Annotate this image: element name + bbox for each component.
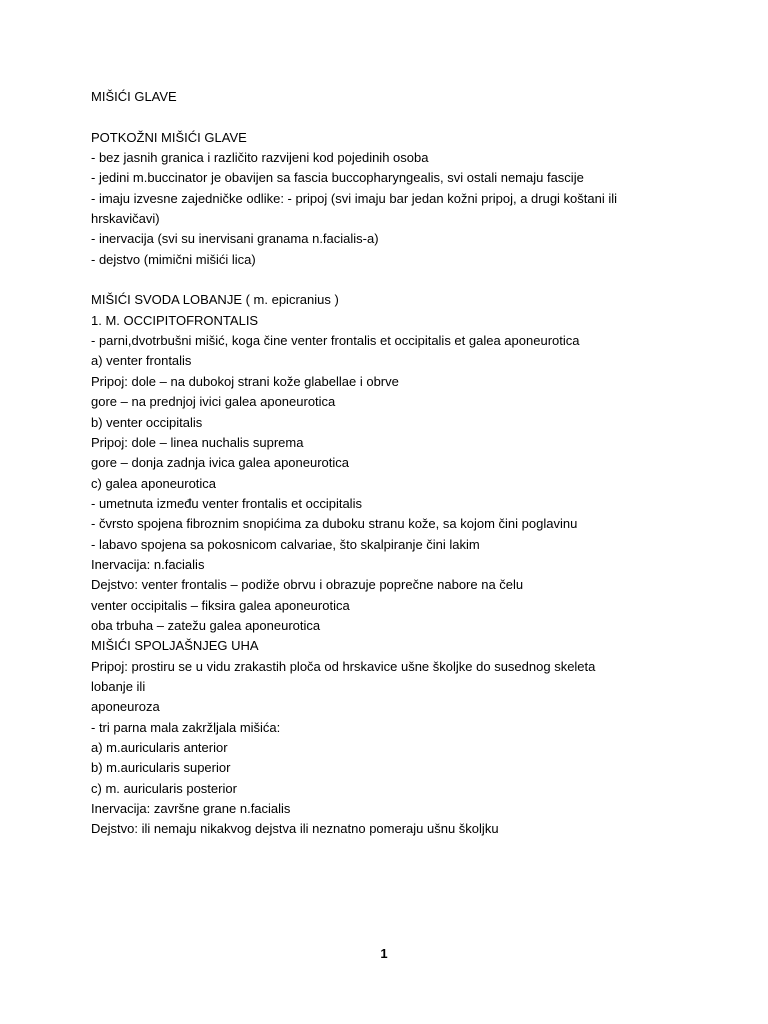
page-number: 1 [380,946,388,961]
text-line: Dejstvo: ili nemaju nikakvog dejstva ili neznatno pomeraju ušnu školjku [91,821,499,837]
text-line: - labavo spojena sa pokosnicom calvariae, što skalpiranje čini lakim [91,536,480,552]
text-line: lobanje ili [91,678,146,694]
text-line: b) venter occipitalis [91,414,203,430]
text-line: - bez jasnih granica i različito razvijeni kod pojedinih osoba [91,150,429,166]
text-line: 1. M. OCCIPITOFRONTALIS [91,312,259,328]
blank-line [91,107,731,127]
text-line: MIŠIĆI SVODA LOBANJE ( m. epicranius ) [91,292,339,308]
text-line: MIŠIĆI SPOLJAŠNJEG UHA [91,638,259,654]
text-line: MIŠIĆI GLAVE [91,89,177,104]
text-line: a) venter frontalis [91,353,192,369]
text-line: - umetnuta između venter frontalis et occipitalis [91,495,362,511]
document-body [91,87,731,840]
text-line: Dejstvo: venter frontalis – podiže obrvu i obrazuje poprečne nabore na čelu [91,577,524,593]
text-line: - jedini m.buccinator je obavijen sa fascia buccopharyngealis, svi ostali nemaju fascije [91,170,584,186]
text-line: a) m.auricularis anterior [91,740,228,755]
text-line: Pripoj: dole – na dubokoj strani kože glabellae i obrve [91,373,399,389]
text-line: - dejstvo (mimični mišići lica) [91,251,256,267]
text-line: Pripoj: dole – linea nuchalis suprema [91,434,304,450]
text-line: oba trbuha – zatežu galea aponeurotica [91,617,321,633]
blank-line [91,270,731,290]
text-line: c) m. auricularis posterior [91,780,237,796]
text-line: Inervacija: n.facialis [91,556,205,572]
text-line: venter occipitalis – fiksira galea aponeurotica [91,597,350,613]
text-line: - imaju izvesne zajedničke odlike: - pripoj (svi imaju bar jedan kožni pripoj, a drugi koštani ili [91,190,618,206]
text-line: - čvrsto spojena fibroznim snopićima za duboku stranu kože, sa kojom čini poglavinu [91,516,578,532]
text-line: Pripoj: prostiru se u vidu zrakastih ploča od hrskavice ušne školjke do susednog skeleta [91,658,596,674]
text-line: gore – na prednjoj ivici galea aponeurotica [91,394,336,410]
text-line: aponeuroza [91,699,160,715]
text-line: gore – donja zadnja ivica galea aponeurotica [91,455,350,471]
text-line: - parni,dvotrbušni mišić, koga čine venter frontalis et occipitalis et galea aponeurotica [91,333,580,349]
text-line: b) m.auricularis superior [91,760,231,776]
text-line: Inervacija: završne grane n.facialis [91,801,291,817]
text-line: c) galea aponeurotica [91,475,217,491]
text-line: - inervacija (svi su inervisani granama n.facialis-a) [91,231,379,247]
text-line: hrskavičavi) [91,211,160,227]
text-line: POTKOŽNI MIŠIĆI GLAVE [91,129,247,145]
text-line: - tri parna mala zakržljala mišića: [91,719,281,735]
